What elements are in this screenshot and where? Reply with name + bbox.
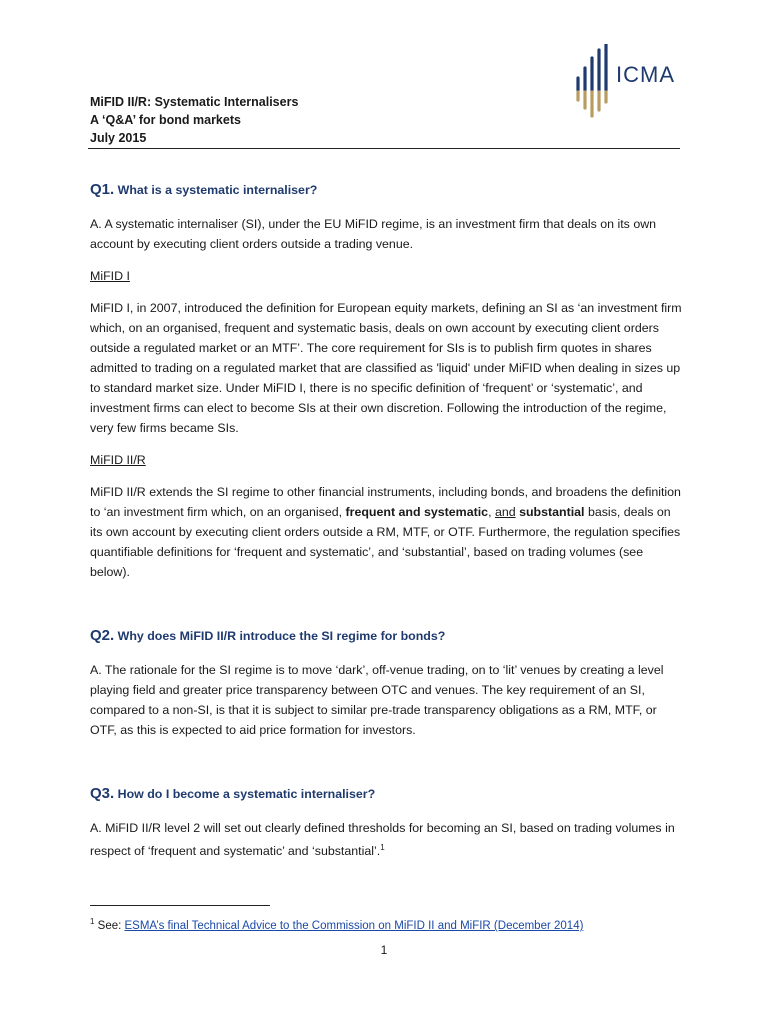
mifid2-text-4: basis, deals on its own account by executing client orders outside a RM, MTF, or OTF. Furthermore, the regulation specifies quantifiable definitions for ‘frequent and systematic’, and ‘substantial’, based on trading volumes (see below). [90,505,681,579]
header-title: MiFID II/R: Systematic Internalisers [90,95,299,109]
footnote [90,914,583,934]
icma-logo [574,44,684,124]
mifid2-and: and [494,505,516,519]
q1-heading [90,180,682,200]
icma-logo-mark [574,44,614,124]
q3-question: How do I become a systematic internaliser? [117,787,376,801]
header-divider [88,148,680,149]
q3-answer-text: A. MiFID II/R level 2 will set out clearly defined thresholds for becoming an SI, based on trading volumes in respect of ‘frequent and systematic’ and ‘substantial’. [90,821,675,859]
q2-question: Why does MiFID II/R introduce the SI regime for bonds? [117,629,446,643]
q3-number: Q3. [90,785,115,802]
q2-heading [90,626,682,646]
mifid2-text-2: , [488,505,495,519]
mifid1-heading: MiFID I [90,269,130,283]
header-date: July 2015 [90,131,147,145]
q3-heading [90,784,682,804]
q1-number: Q1. [90,181,115,198]
header-subtitle: A ‘Q&A’ for bond markets [90,113,241,127]
icma-logo-text: ICMA [616,62,675,87]
mifid2-bold-frequent: frequent and systematic [345,505,489,519]
page-number: 1 [380,943,388,957]
q3-footnote-ref: 1 [380,843,385,852]
mifid2-text-1: MiFID II/R extends the SI regime to other financial instruments, including bonds, and broadens the definition to ‘an investment firm which, on an organised, [90,485,681,519]
footnote-mark: 1 [90,917,95,926]
document-body [90,180,682,861]
mifid2-bold-substantial: substantial [519,505,585,519]
mifid2-heading: MiFID II/R [90,453,146,467]
q1-question: What is a systematic internaliser? [117,183,318,197]
footnote-link[interactable]: ESMA’s final Technical Advice to the Commission on MiFID II and MiFIR (December 2014) [124,919,584,932]
mifid1-paragraph: MiFID I, in 2007, introduced the definition for European equity markets, defining an SI as ‘an investment firm which, on an organised, frequent and systematic basis, deals on own account by executing client orders outside a regulated market or an MTF’. The core requirement for SIs is to publish firm quotes in shares admitted to trading on a regulated market that are classified as 'liquid' under MiFID when dealing in sizes up to standard market size. Under MiFID I, there is no specific definition of ‘frequent’ or ‘systematic’, and investment firms can elect to become SIs at their own discretion. Following the introduction of the regime, very few firms became SIs. [90,301,682,435]
footnote-prefix: See: [94,919,125,932]
mifid2-paragraph [90,482,682,582]
footnote-divider [90,905,270,906]
q3-answer [90,818,682,861]
q2-answer: A. The rationale for the SI regime is to move ‘dark’, off-venue trading, on to ‘lit’ venues by creating a level playing field and greater price transparency between OTC and venues. The key requirement of an SI, compared to a non-SI, is that it is subject to similar pre-trade transparency obligations as a RM, MTF, or OTF, as this is expected to aid price formation for investors. [90,663,664,737]
q2-number: Q2. [90,627,115,644]
document-header [90,93,298,147]
q1-answer: A. A systematic internaliser (SI), under the EU MiFID regime, is an investment firm that deals on its own account by executing client orders outside a trading venue. [90,217,657,251]
